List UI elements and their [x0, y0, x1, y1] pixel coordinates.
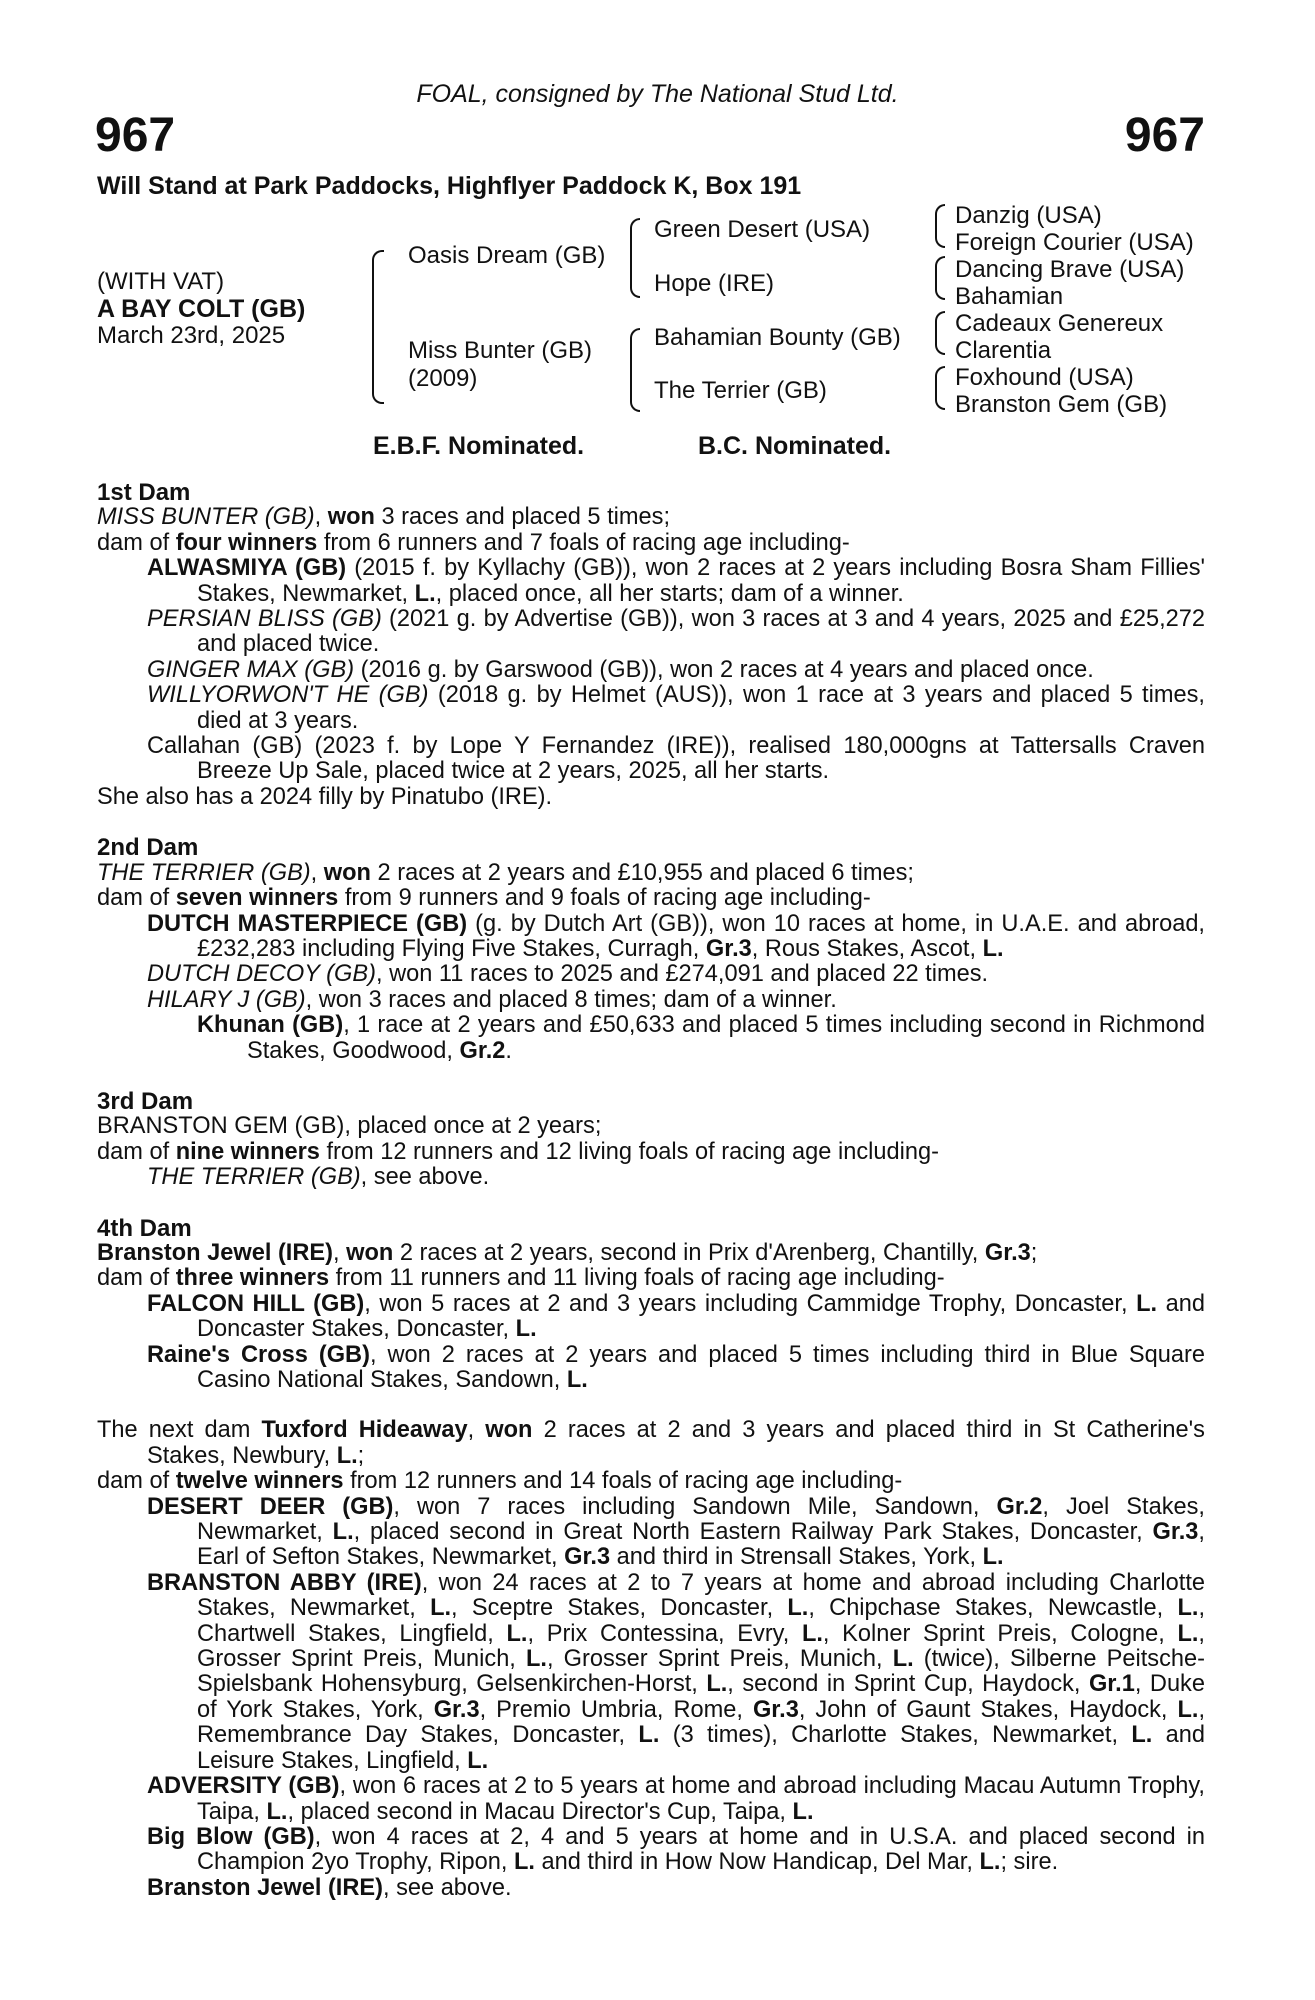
pedigree-dss: Cadeaux Genereux [955, 310, 1164, 337]
vat-note: (WITH VAT) [97, 268, 225, 295]
pedigree-ddd: Branston Gem (GB) [955, 391, 1168, 418]
horse-dob: March 23rd, 2025 [97, 322, 286, 349]
pedigree-sire: Oasis Dream (GB) [408, 242, 606, 269]
pedigree-sd: Hope (IRE) [654, 270, 775, 297]
second-dam-line-1: THE TERRIER (GB), won 2 races at 2 years and £10,955 and placed 6 times; [97, 859, 914, 886]
pedigree-brace-dam [630, 328, 640, 412]
first-dam-heading: 1st Dam [97, 479, 191, 506]
pedigree-ssd: Foreign Courier (USA) [955, 229, 1194, 256]
second-dam-heading: 2nd Dam [97, 834, 199, 862]
next-dam-produce-2: BRANSTON ABBY (IRE), won 24 races at 2 to 7 years at home and abroad including Charlotte Stakes, Newmarket, L., Sceptre Stakes, Doncaster, L., Chipchase Stakes, Newcastle, L., Chartwell Stakes, Lingfield, L., Prix Contessina, Evry, L., Kolner Sprint Preis, Cologne, L., Grosser Sprint Preis, Munich, L., Grosser Sprint Preis, Munich, L. (twice), Silberne Peitsche-Spielsbank Hohensyburg, Gelsenkirchen-Horst, L., second in Sprint Cup, Haydock, Gr.1, Duke of York Stakes, York, Gr.3, Premio Umbria, Rome, Gr.3, John of Gaunt Stakes, Haydock, L., Remembrance Day Stakes, Doncaster, L. (3 times), Charlotte Stakes, Newmarket, L. and Leisure Stakes, Lingfield, L. [147, 1569, 1206, 1774]
second-dam-produce-3: HILARY J (GB), won 3 races and placed 8 times; dam of a winner. [147, 986, 837, 1013]
pedigree-brace-ds [935, 311, 945, 355]
pedigree-ss: Green Desert (USA) [654, 216, 871, 243]
next-dam-line-1: The next dam Tuxford Hideaway, won 2 races at 2 and 3 years and placed third in St Catherine's Stakes, Newbury, L.; [97, 1417, 1205, 1469]
fourth-dam-line-1: Branston Jewel (IRE), won 2 races at 2 years, second in Prix d'Arenberg, Chantilly, Gr.3; [97, 1239, 1038, 1266]
pedigree-dam: Miss Bunter (GB) [408, 337, 593, 364]
second-dam-produce-1: DUTCH MASTERPIECE (GB) (g. by Dutch Art (GB)), won 10 races at home, in U.A.E. and abroad, £232,283 including Flying Five Stakes, Curragh, Gr.3, Rous Stakes, Ascot, L. [147, 910, 1205, 962]
second-dam-produce-4: Khunan (GB), 1 race at 2 years and £50,633 and placed 5 times including second in Richmond Stakes, Goodwood, Gr.2. [197, 1012, 1206, 1064]
third-dam-line-2: dam of nine winners from 12 runners and 12 living foals of racing age including- [97, 1138, 939, 1165]
fourth-dam-line-2: dam of three winners from 11 runners and 11 living foals of racing age including- [97, 1265, 945, 1292]
pedigree-ds: Bahamian Bounty (GB) [654, 324, 901, 351]
first-dam-produce-5: Callahan (GB) (2023 f. by Lope Y Fernandez (IRE)), realised 180,000gns at Tattersalls Craven Breeze Up Sale, placed twice at 2 years, 2025, all her starts. [147, 733, 1205, 785]
lot-number-left: 967 [95, 109, 176, 162]
pedigree-notes [97, 480, 1205, 1901]
first-dam-produce-4: WILLYORWON'T HE (GB) (2018 g. by Helmet (AUS)), won 1 race at 3 years and placed 5 times, died at 3 years. [147, 682, 1205, 734]
pedigree-brace-dd [935, 366, 945, 410]
first-dam-produce-2: PERSIAN BLISS (GB) (2021 g. by Advertise (GB)), won 3 races at 3 and 4 years, 2025 and £25,272 and placed twice. [147, 606, 1205, 658]
lot-number-right: 967 [1124, 109, 1205, 162]
ebf-nomination: E.B.F. Nominated. [373, 432, 585, 460]
horse-name: A BAY COLT (GB) [97, 295, 306, 323]
second-dam-line-2: dam of seven winners from 9 runners and 9 foals of racing age including- [97, 885, 871, 912]
pedigree-dsd: Clarentia [955, 337, 1052, 364]
next-dam-produce-3: ADVERSITY (GB), won 6 races at 2 to 5 years at home and abroad including Macau Autumn Trophy, Taipa, L., placed second in Macau Director's Cup, Taipa, L. [147, 1773, 1205, 1825]
pedigree-dds: Foxhound (USA) [955, 364, 1134, 391]
first-dam-line-2: dam of four winners from 6 runners and 7 foals of racing age including- [97, 529, 850, 556]
bc-nomination: B.C. Nominated. [698, 432, 892, 460]
pedigree-brace-sd [935, 256, 945, 300]
next-dam-line-2: dam of twelve winners from 12 runners and 14 foals of racing age including- [97, 1468, 903, 1495]
pedigree-dam-year: (2009) [408, 365, 478, 392]
pedigree-dd: The Terrier (GB) [654, 377, 827, 404]
stand-location: Will Stand at Park Paddocks, Highflyer Paddock K, Box 191 [97, 172, 802, 200]
next-dam-produce-1: DESERT DEER (GB), won 7 races including Sandown Mile, Sandown, Gr.2, Joel Stakes, Newmarket, L., placed second in Great North Eastern Railway Park Stakes, Doncaster, Gr.3, Earl of Sefton Stakes, Newmarket, Gr.3 and third in Strensall Stakes, York, L. [147, 1493, 1205, 1571]
pedigree-sdd: Bahamian [955, 283, 1064, 310]
first-dam-produce-6: She also has a 2024 filly by Pinatubo (IRE). [97, 783, 553, 810]
fourth-dam-heading: 4th Dam [97, 1214, 192, 1242]
pedigree-sss: Danzig (USA) [955, 202, 1102, 229]
next-dam-produce-4: Big Blow (GB), won 4 races at 2, 4 and 5 years at home and in U.S.A. and placed second in Champion 2yo Trophy, Ripon, L. and third in How Now Handicap, Del Mar, L.; sire. [147, 1823, 1206, 1876]
pedigree-brace-main [372, 250, 384, 404]
first-dam-produce-3: GINGER MAX (GB) (2016 g. by Garswood (GB)), won 2 races at 4 years and placed once. [147, 656, 1094, 683]
pedigree-sds: Dancing Brave (USA) [955, 256, 1185, 283]
next-dam-produce-5: Branston Jewel (IRE), see above. [147, 1874, 512, 1901]
pedigree-brace-sire [630, 218, 640, 298]
first-dam-line-1: MISS BUNTER (GB), won 3 races and placed 5 times; [97, 504, 671, 531]
consignor-line: FOAL, consigned by The National Stud Ltd. [416, 80, 899, 108]
third-dam-produce-1: THE TERRIER (GB), see above. [147, 1164, 490, 1191]
fourth-dam-produce-1: FALCON HILL (GB), won 5 races at 2 and 3 years including Cammidge Trophy, Doncaster, L. and Doncaster Stakes, Doncaster, L. [147, 1290, 1205, 1343]
first-dam-produce-1: ALWASMIYA (GB) (2015 f. by Kyllachy (GB)), won 2 races at 2 years including Bosra Sham Fillies' Stakes, Newmarket, L., placed once, all her starts; dam of a winner. [147, 555, 1206, 607]
second-dam-produce-2: DUTCH DECOY (GB), won 11 races to 2025 and £274,091 and placed 22 times. [147, 961, 989, 988]
third-dam-line-1: BRANSTON GEM (GB), placed once at 2 years; [97, 1113, 602, 1140]
pedigree-brace-ss [935, 204, 945, 248]
third-dam-heading: 3rd Dam [97, 1087, 194, 1115]
fourth-dam-produce-2: Raine's Cross (GB), won 2 races at 2 years and placed 5 times including third in Blue Square Casino National Stakes, Sandown, L. [147, 1341, 1205, 1393]
